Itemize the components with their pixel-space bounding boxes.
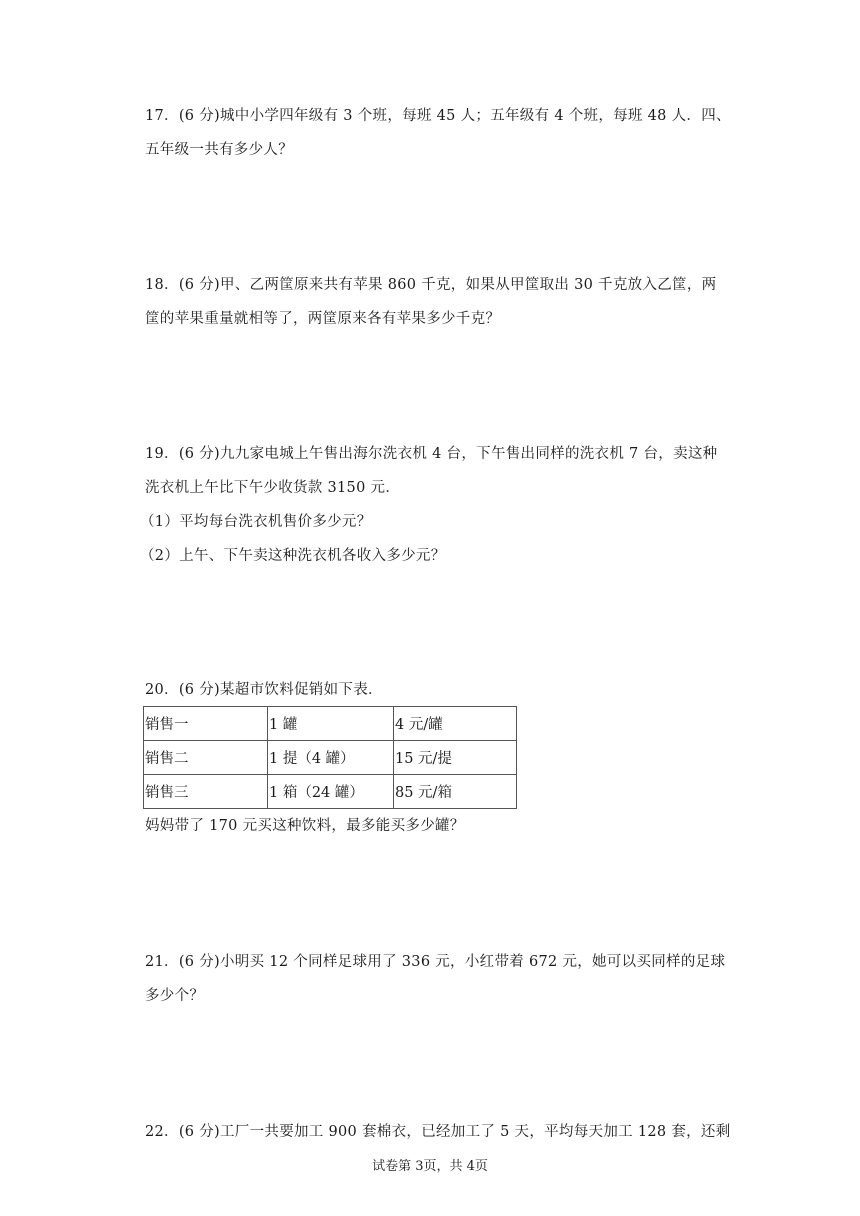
page-footer: 试卷第 3页，共 4页 <box>372 1159 488 1174</box>
question-20-line-1: 20．(6 分)某超市饮料促销如下表． <box>145 682 383 698</box>
table-cell: 15 元/提 <box>394 741 517 775</box>
table-row <box>144 741 517 775</box>
table-row <box>144 707 517 741</box>
table-cell: 1 提（4 罐） <box>268 741 394 775</box>
question-21-line-2: 多少个？ <box>145 988 205 1004</box>
table-cell: 1 箱（24 罐） <box>268 775 394 809</box>
table-cell: 4 元/罐 <box>394 707 517 741</box>
table-cell: 销售三 <box>144 775 268 809</box>
table-row <box>144 775 517 809</box>
question-21-line-1: 21．(6 分)小明买 12 个同样足球用了 336 元，小红带着 672 元，她可以买同样的足球 <box>145 954 726 970</box>
question-19-line-2: 洗衣机上午比下午少收货款 3150 元． <box>145 480 401 496</box>
table-cell: 85 元/箱 <box>394 775 517 809</box>
question-19-sub-1: （1）平均每台洗衣机售价多少元？ <box>140 514 372 530</box>
question-18-line-1: 18．(6 分)甲、乙两筐原来共有苹果 860 千克，如果从甲筐取出 30 千克放入乙筐，两 <box>145 277 717 293</box>
table-cell: 1 罐 <box>268 707 394 741</box>
question-17-line-1: 17．(6 分)城中小学四年级有 3 个班，每班 45 人；五年级有 4 个班，每班 48 人．四、 <box>145 108 731 124</box>
question-19-line-1: 19．(6 分)九九家电城上午售出海尔洗衣机 4 台，下午售出同样的洗衣机 7 台，卖这种 <box>145 446 718 462</box>
table-cell: 销售二 <box>144 741 268 775</box>
question-19-sub-2: （2）上午、下午卖这种洗衣机各收入多少元？ <box>140 548 446 564</box>
table-cell: 销售一 <box>144 707 268 741</box>
question-22-line-1: 22．(6 分)工厂一共要加工 900 套棉衣，已经加工了 5 天，平均每天加工 128 套，还剩 <box>145 1124 731 1140</box>
question-18-line-2: 筐的苹果重量就相等了，两筐原来各有苹果多少千克？ <box>145 311 501 327</box>
question-20-after-table: 妈妈带了 170 元买这种饮料，最多能买多少罐？ <box>145 818 465 834</box>
question-17-line-2: 五年级一共有多少人？ <box>145 142 293 158</box>
promotion-table <box>143 706 517 809</box>
